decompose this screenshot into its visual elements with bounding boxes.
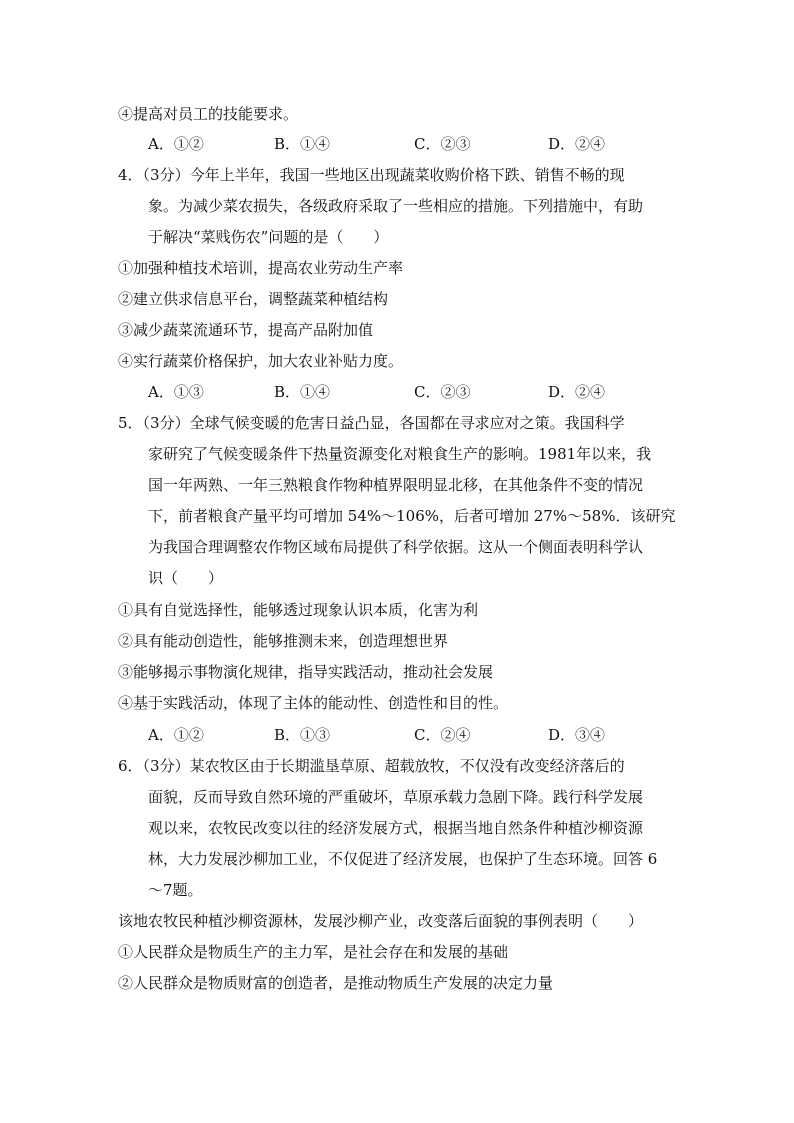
q5-stem-line-5: 为我国合理调整农作物区域布局提供了科学依据。这从一个侧面表明科学认: [148, 538, 644, 556]
q5-stem-line-6: 识（ ）: [148, 569, 224, 587]
q6-item-1: ①人民群众是物质生产的主力军，是社会存在和发展的基础: [118, 943, 509, 961]
q5-option-c[interactable]: C．②④: [414, 726, 471, 744]
q6-stem-line-5: ～7题。: [148, 881, 203, 899]
q3-option-c[interactable]: C．②③: [414, 135, 471, 153]
q4-option-d[interactable]: D．②④: [548, 383, 606, 401]
q4-option-c[interactable]: C．②③: [414, 383, 471, 401]
q4-stem-line-1: 4．（3分）今年上半年，我国一些地区出现蔬菜收购价格下跌、销售不畅的现: [118, 166, 625, 184]
q6-stem-line-4: 林，大力发展沙柳加工业，不仅促进了经济发展，也保护了生态环境。回答 6: [148, 850, 658, 868]
q6-sub-question: 该地农牧民种植沙柳资源林，发展沙柳产业，改变落后面貌的事例表明（ ）: [118, 912, 644, 930]
q6-item-2: ②人民群众是物质财富的创造者，是推动物质生产发展的决定力量: [118, 974, 554, 992]
q5-item-2: ②具有能动创造性，能够推测未来，创造理想世界: [118, 632, 449, 650]
q5-option-a[interactable]: A．①②: [148, 726, 204, 744]
q3-option-b[interactable]: B．①④: [274, 135, 331, 153]
q5-option-b[interactable]: B．①③: [274, 726, 331, 744]
q4-option-a[interactable]: A．①③: [148, 383, 204, 401]
q3-option-d[interactable]: D．②④: [548, 135, 606, 153]
q6-stem-line-1: 6．（3分）某农牧区由于长期滥垦草原、超载放牧，不仅没有改变经济落后的: [118, 757, 625, 775]
q5-item-1: ①具有自觉选择性，能够透过现象认识本质，化害为利: [118, 601, 479, 619]
q5-stem-line-3: 国一年两熟、一年三熟粮食作物种植界限明显北移，在其他条件不变的情况: [148, 476, 644, 494]
q6-stem-line-2: 面貌，反而导致自然环境的严重破坏，草原承载力急剧下降。践行科学发展: [148, 788, 644, 806]
q5-item-4: ④基于实践活动，体现了主体的能动性、创造性和目的性。: [118, 694, 509, 712]
q4-item-4: ④实行蔬菜价格保护，加大农业补贴力度。: [118, 352, 404, 370]
q4-item-1: ①加强种植技术培训，提高农业劳动生产率: [118, 259, 404, 277]
q6-stem-line-3: 观以来，农牧民改变以往的经济发展方式，根据当地自然条件种植沙柳资源: [148, 819, 644, 837]
q5-stem-line-1: 5．（3分）全球气候变暖的危害日益凸显，各国都在寻求应对之策。我国科学: [118, 414, 625, 432]
q3-option-a[interactable]: A．①②: [148, 135, 204, 153]
q4-stem-line-3: 于解决“菜贱伤农”问题的是（ ）: [148, 228, 389, 246]
q5-stem-line-4: 下，前者粮食产量平均可增加 54%～106%，后者可增加 27%～58%．该研究: [148, 507, 676, 525]
q4-item-3: ③减少蔬菜流通环节，提高产品附加值: [118, 321, 374, 339]
q4-stem-line-2: 象。为减少菜农损失，各级政府采取了一些相应的措施。下列措施中，有助: [148, 197, 644, 215]
q5-option-d[interactable]: D．③④: [548, 726, 606, 744]
q5-item-3: ③能够揭示事物演化规律，指导实践活动，推动社会发展: [118, 663, 494, 681]
q5-stem-line-2: 家研究了气候变暖条件下热量资源变化对粮食生产的影响。1981年以来，我: [148, 445, 652, 463]
q4-item-2: ②建立供求信息平台，调整蔬菜种植结构: [118, 290, 389, 308]
q4-option-b[interactable]: B．①④: [274, 383, 331, 401]
q3-item-4: ④提高对员工的技能要求。: [118, 105, 299, 123]
